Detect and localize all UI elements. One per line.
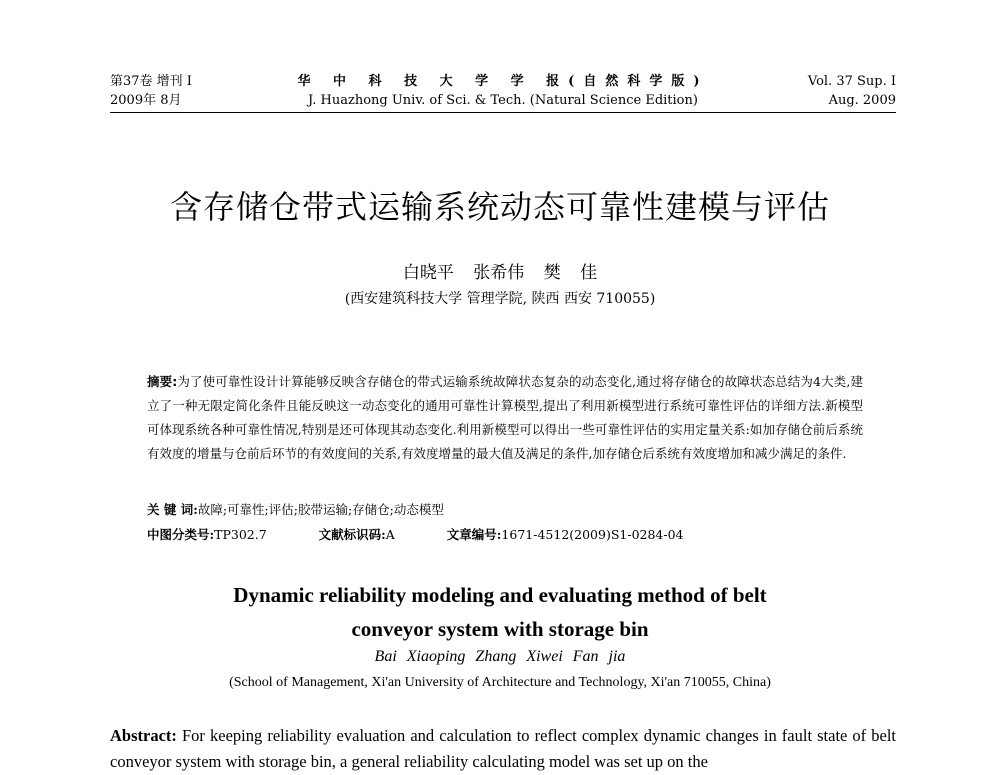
english-affiliation: (School of Management, Xi'an University of Architecture and Technology, Xi'an 710055, China) [229, 675, 771, 690]
journal-name-cn: 华 中 科 技 大 学 学 报(自然科学版) [297, 74, 709, 89]
clc-number [147, 527, 291, 542]
clc-label: 中图分类号: [147, 527, 215, 542]
abstract-text: 为了使可靠性设计计算能够反映含存储仓的带式运输系统故障状态复杂的动态变化,通过将存储仓的故障状态总结为4大类,建立了一种无限定简化条件且能反映这一动态变化的通用可靠性计算模型,提出了利用新模型进行系统可靠性评估的详细方法.新模型可体现系统各种可靠性情况,特别是还可体现其动态变化.利用新模型可以得出一些可靠性评估的实用定量关系:如加存储仓前后系统有效度的增量与仓前后环节的有效度间的关系,有效度增量的最大值及满足的条件,加存储仓后系统有效度增加和减少满足的条件. [147, 374, 863, 461]
english-authors: Bai Xiaoping Zhang Xiwei Fan jia [374, 648, 626, 665]
english-title-line2: conveyor system with storage bin [351, 617, 649, 641]
running-header [110, 72, 896, 112]
abstract [147, 370, 863, 466]
english-title-line1: Dynamic reliability modeling and evaluating method of belt [233, 583, 767, 607]
affiliation: (西安建筑科技大学 管理学院, 陕西 西安 710055) [344, 291, 656, 307]
english-abstract-text: For keeping reliability evaluation and calculation to reflect complex dynamic changes in fault state of belt conveyor system with storage bin, a general reliability calculating model was set up on the [110, 726, 897, 771]
article-label: 文章编号: [446, 527, 502, 542]
issue-date-en: Aug. 2009 [828, 93, 896, 108]
keywords [147, 500, 444, 518]
article-value: 1671-4512(2009)S1-0284-04 [501, 527, 684, 542]
abstract-label: 摘要: [147, 374, 178, 389]
journal-name [110, 72, 896, 110]
journal-name-en: J. Huazhong Univ. of Sci. & Tech. (Natural Science Edition) [308, 93, 698, 108]
clc-value: TP302.7 [214, 527, 267, 542]
article-number [447, 527, 708, 542]
authors: 白晓平 张希伟 樊 佳 [402, 263, 598, 283]
volume-info-en [808, 72, 896, 110]
header-rule [110, 112, 896, 113]
english-abstract-label: Abstract: [110, 726, 177, 745]
paper-title: 含存储仓带式运输系统动态可靠性建模与评估 [169, 188, 830, 226]
volume-issue-en: Vol. 37 Sup. I [807, 74, 896, 89]
document-code [319, 527, 419, 542]
issue-date: 2009年 8月 [110, 93, 182, 108]
doc-label: 文献标识码: [318, 527, 386, 542]
english-title [0, 578, 1000, 646]
doc-value: A [385, 527, 395, 542]
keywords-text: 故障;可靠性;评估;胶带运输;存储仓;动态模型 [197, 502, 444, 517]
classification-line [147, 525, 732, 543]
english-abstract [110, 723, 896, 775]
volume-issue: 第37卷 增刊 I [110, 74, 192, 89]
keywords-label: 关 键 词: [147, 502, 198, 517]
